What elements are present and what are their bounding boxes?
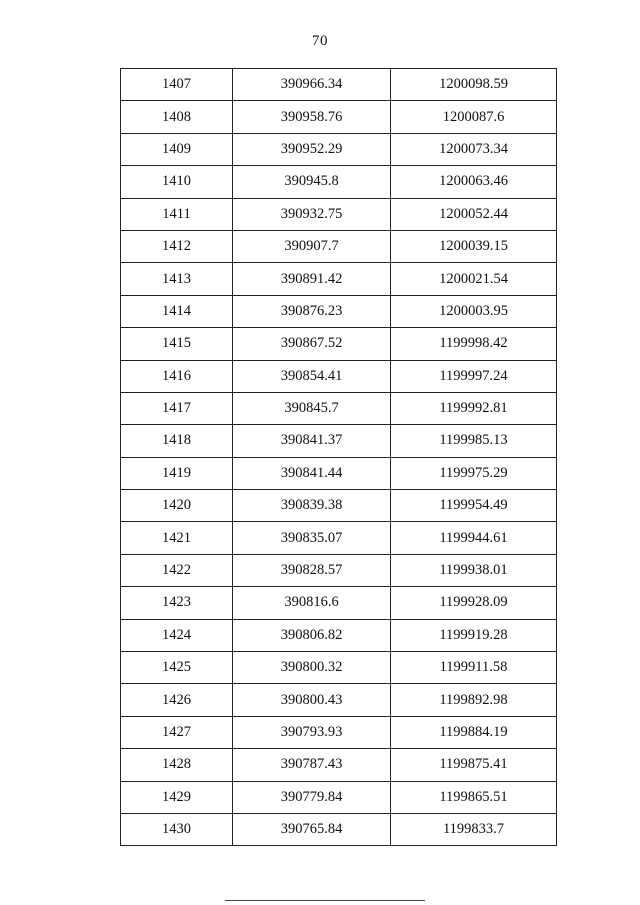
point-number-cell: 1426 <box>121 684 233 716</box>
point-number-cell: 1419 <box>121 457 233 489</box>
point-number-cell: 1413 <box>121 263 233 295</box>
y-coordinate-cell: 1199985.13 <box>391 425 557 457</box>
point-number-cell: 1418 <box>121 425 233 457</box>
y-coordinate-cell: 1200098.59 <box>391 69 557 101</box>
table-row <box>121 749 557 781</box>
point-number-cell: 1425 <box>121 652 233 684</box>
point-number-cell: 1407 <box>121 69 233 101</box>
point-number-cell: 1408 <box>121 101 233 133</box>
x-coordinate-cell: 390841.44 <box>233 457 391 489</box>
y-coordinate-cell: 1199892.98 <box>391 684 557 716</box>
x-coordinate-cell: 390806.82 <box>233 619 391 651</box>
x-coordinate-cell: 390854.41 <box>233 360 391 392</box>
point-number-cell: 1420 <box>121 490 233 522</box>
table-row <box>121 522 557 554</box>
x-coordinate-cell: 390952.29 <box>233 133 391 165</box>
table-row <box>121 198 557 230</box>
coordinates-table <box>120 68 557 846</box>
table-row <box>121 69 557 101</box>
point-number-cell: 1428 <box>121 749 233 781</box>
point-number-cell: 1430 <box>121 813 233 845</box>
y-coordinate-cell: 1199954.49 <box>391 490 557 522</box>
table-row <box>121 425 557 457</box>
x-coordinate-cell: 390945.8 <box>233 166 391 198</box>
y-coordinate-cell: 1200039.15 <box>391 230 557 262</box>
x-coordinate-cell: 390966.34 <box>233 69 391 101</box>
table-row <box>121 457 557 489</box>
y-coordinate-cell: 1199865.51 <box>391 781 557 813</box>
coordinates-table-body <box>121 69 557 846</box>
table-row <box>121 619 557 651</box>
y-coordinate-cell: 1200021.54 <box>391 263 557 295</box>
point-number-cell: 1409 <box>121 133 233 165</box>
table-row <box>121 133 557 165</box>
point-number-cell: 1417 <box>121 392 233 424</box>
y-coordinate-cell: 1199938.01 <box>391 554 557 586</box>
point-number-cell: 1415 <box>121 328 233 360</box>
x-coordinate-cell: 390891.42 <box>233 263 391 295</box>
table-row <box>121 230 557 262</box>
point-number-cell: 1423 <box>121 587 233 619</box>
x-coordinate-cell: 390876.23 <box>233 295 391 327</box>
x-coordinate-cell: 390867.52 <box>233 328 391 360</box>
x-coordinate-cell: 390765.84 <box>233 813 391 845</box>
table-row <box>121 813 557 845</box>
point-number-cell: 1414 <box>121 295 233 327</box>
point-number-cell: 1421 <box>121 522 233 554</box>
table-row <box>121 587 557 619</box>
table-row <box>121 263 557 295</box>
y-coordinate-cell: 1200052.44 <box>391 198 557 230</box>
table-row <box>121 295 557 327</box>
y-coordinate-cell: 1199884.19 <box>391 716 557 748</box>
point-number-cell: 1422 <box>121 554 233 586</box>
y-coordinate-cell: 1199998.42 <box>391 328 557 360</box>
x-coordinate-cell: 390907.7 <box>233 230 391 262</box>
point-number-cell: 1410 <box>121 166 233 198</box>
y-coordinate-cell: 1199875.41 <box>391 749 557 781</box>
y-coordinate-cell: 1199997.24 <box>391 360 557 392</box>
y-coordinate-cell: 1200087.6 <box>391 101 557 133</box>
point-number-cell: 1424 <box>121 619 233 651</box>
x-coordinate-cell: 390800.32 <box>233 652 391 684</box>
x-coordinate-cell: 390793.93 <box>233 716 391 748</box>
x-coordinate-cell: 390958.76 <box>233 101 391 133</box>
y-coordinate-cell: 1199944.61 <box>391 522 557 554</box>
point-number-cell: 1411 <box>121 198 233 230</box>
y-coordinate-cell: 1199928.09 <box>391 587 557 619</box>
point-number-cell: 1416 <box>121 360 233 392</box>
point-number-cell: 1412 <box>121 230 233 262</box>
x-coordinate-cell: 390787.43 <box>233 749 391 781</box>
y-coordinate-cell: 1199911.58 <box>391 652 557 684</box>
footer-divider <box>225 900 425 901</box>
x-coordinate-cell: 390800.43 <box>233 684 391 716</box>
table-row <box>121 166 557 198</box>
y-coordinate-cell: 1200073.34 <box>391 133 557 165</box>
x-coordinate-cell: 390839.38 <box>233 490 391 522</box>
table-row <box>121 684 557 716</box>
table-row <box>121 554 557 586</box>
x-coordinate-cell: 390932.75 <box>233 198 391 230</box>
x-coordinate-cell: 390845.7 <box>233 392 391 424</box>
x-coordinate-cell: 390779.84 <box>233 781 391 813</box>
y-coordinate-cell: 1199992.81 <box>391 392 557 424</box>
table-row <box>121 360 557 392</box>
y-coordinate-cell: 1199833.7 <box>391 813 557 845</box>
page-number: 70 <box>312 33 328 49</box>
table-row <box>121 328 557 360</box>
x-coordinate-cell: 390835.07 <box>233 522 391 554</box>
x-coordinate-cell: 390828.57 <box>233 554 391 586</box>
point-number-cell: 1427 <box>121 716 233 748</box>
table-row <box>121 490 557 522</box>
point-number-cell: 1429 <box>121 781 233 813</box>
x-coordinate-cell: 390816.6 <box>233 587 391 619</box>
x-coordinate-cell: 390841.37 <box>233 425 391 457</box>
y-coordinate-cell: 1199975.29 <box>391 457 557 489</box>
table-row <box>121 716 557 748</box>
y-coordinate-cell: 1199919.28 <box>391 619 557 651</box>
y-coordinate-cell: 1200063.46 <box>391 166 557 198</box>
table-row <box>121 392 557 424</box>
table-row <box>121 652 557 684</box>
table-row <box>121 101 557 133</box>
table-row <box>121 781 557 813</box>
y-coordinate-cell: 1200003.95 <box>391 295 557 327</box>
